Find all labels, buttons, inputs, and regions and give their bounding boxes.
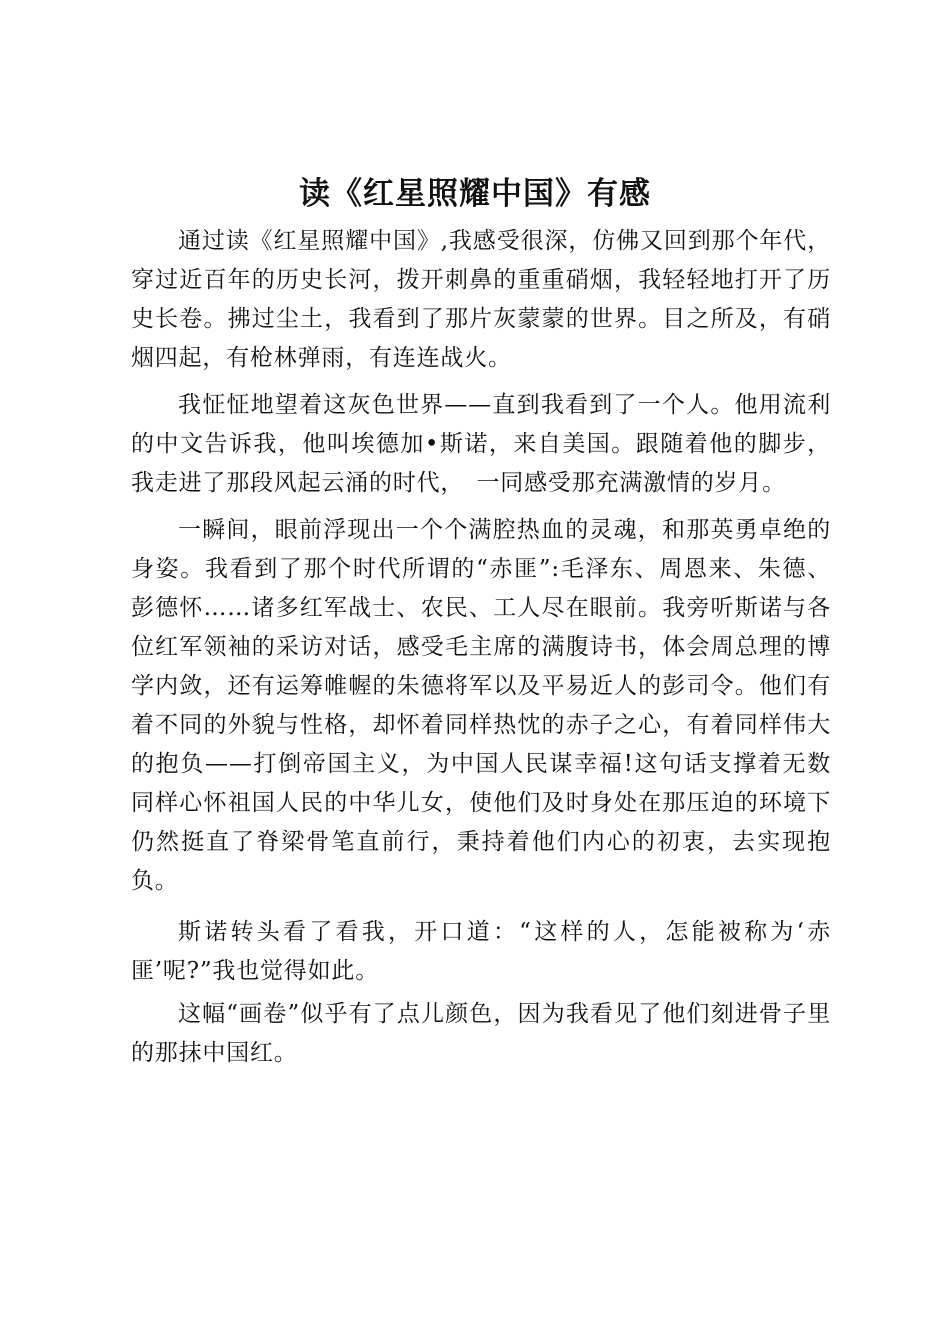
- paragraph-5: 这幅“画卷”似乎有了点儿颜色，因为我看见了他们刻进骨子里的那抹中国红。: [131, 1001, 831, 1066]
- paragraph-1: 通过读《红星照耀中国》,我感受很深，仿佛又回到那个年代，穿过近百年的历史长河，拨开刺鼻的重重硝烟，我轻轻地打开了历史长卷。拂过尘土，我看到了那片灰蒙蒙的世界。目之所及，有硝烟四起，有枪林弹雨，有连连战火。: [131, 228, 831, 371]
- document-title: 读《红星照耀中国》有感: [299, 176, 651, 212]
- document-body: [131, 222, 831, 1077]
- paragraph-3: 一瞬间，眼前浮现出一个个满腔热血的灵魂，和那英勇卓绝的身姿。我看到了那个时代所谓的“赤匪”:毛泽东、周恩来、朱德、彭德怀……诸多红军战士、农民、工人尽在眼前。我旁听斯诺与各位红军领袖的采访对话，感受毛主席的满腹诗书，体会周总理的博学内敛，还有运筹帷幄的朱德将军以及平易近人的彭司令。他们有着不同的外貌与性格，却怀着同样热忱的赤子之心，有着同样伟大的抱负——打倒帝国主义，为中国人民谋幸福!这句话支撑着无数同样心怀祖国人民的中华儿女，使他们及时身处在那压迫的环境下仍然挺直了脊梁骨笔直前行，秉持着他们内心的初衷，去实现抱负。: [131, 517, 831, 894]
- paragraph-4: 斯诺转头看了看我，开口道：“这样的人，怎能被称为‘赤匪’呢?”我也觉得如此。: [131, 919, 831, 984]
- paragraph-2: 我怔怔地望着这灰色世界——直到我看到了一个人。他用流利的中文告诉我，他叫埃德加•斯诺，来自美国。跟随着他的脚步，我走进了那段风起云涌的时代， 一同感受那充满激情的岁月。: [131, 392, 831, 496]
